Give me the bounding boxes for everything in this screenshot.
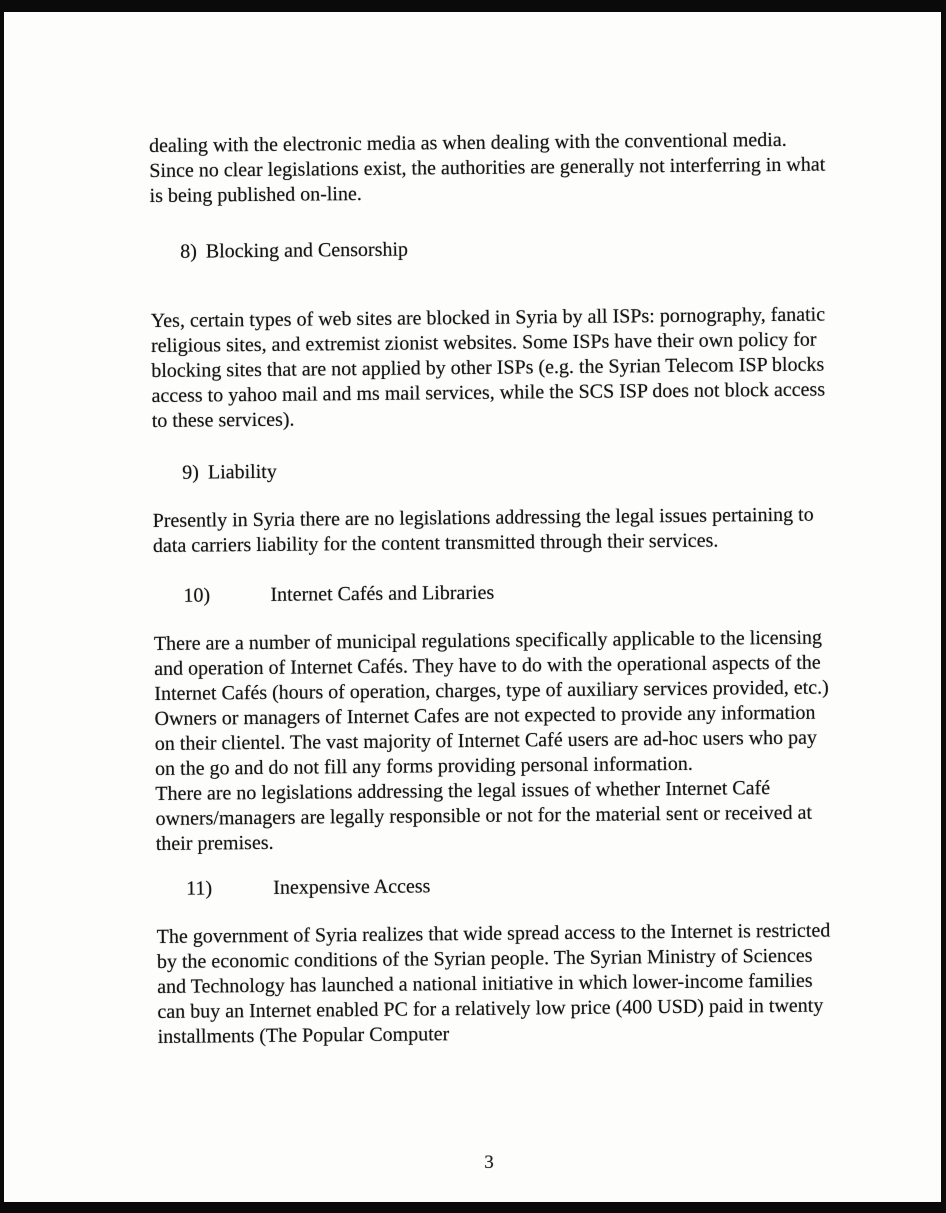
page-number: 3: [484, 1152, 494, 1173]
paragraph-cafe-regulations: There are a number of municipal regulations specifically applicable to the licensing and operation of Internet Cafés. They have to do with the operational aspects of the Internet Cafés (hours of operation, charges, type of auxiliary services provided, etc.): [153, 626, 829, 705]
section-heading-inexpensive-access: [156, 870, 838, 902]
section-heading-liability: [152, 454, 834, 486]
paragraph-intro: dealing with the electronic media as when dealing with the conventional media. Since no clear legislations exist, the authorities are generally not interferring in what is being published on-line.: [149, 128, 826, 207]
heading-title: Liability: [207, 460, 277, 484]
paragraph-cafe-liability: There are no legislations addressing the legal issues of whether Internet Café owners/managers are legally responsible or not for the material sent or received at their premises.: [155, 777, 813, 855]
heading-title: Inexpensive Access: [273, 875, 431, 899]
paragraph-inexpensive-access: The government of Syria realizes that wide spread access to the Internet is restricted by the economic conditions of the Syrian people. The Syrian Ministry of Sciences and Technology has launched a national initiative in which lower-income families can buy an Internet enabled PC for a relatively low price (400 USD) paid in twenty installments (The Popular Computer: [156, 919, 831, 1048]
paragraph-cafe-owners: Owners or managers of Internet Cafes are not expected to provide any information on their clientel. The vast majority of Internet Café users are ad-hoc users who pay on the go and do not fill any forms providing personal information.: [154, 701, 818, 780]
heading-number: 10): [183, 584, 211, 607]
heading-title: Blocking and Censorship: [205, 238, 409, 263]
document-text-body: [149, 127, 840, 1050]
paragraph-liability: Presently in Syria there are no legislations addressing the legal issues pertaining to data carriers liability for the content transmitted through their services.: [152, 503, 814, 557]
section-heading-internet-cafes-and-libraries: [153, 577, 835, 609]
heading-number: 9): [182, 461, 200, 484]
paragraph-blocking: Yes, certain types of web sites are blocked in Syria by all ISPs: pornography, fanatic religious sites, and extremist zionist websites. Some ISPs have their own policy for blocking sites that are not applied by other ISPs (e.g. the Syrian Telecom ISP blocks access to yahoo mail and ms mail services, while the SCS ISP does not block access to these services).: [150, 303, 826, 432]
heading-title: Internet Cafés and Libraries: [270, 581, 495, 606]
heading-number: 8): [180, 240, 197, 263]
heading-number: 11): [186, 877, 213, 900]
section-heading-blocking-and-censorship: [150, 233, 832, 265]
